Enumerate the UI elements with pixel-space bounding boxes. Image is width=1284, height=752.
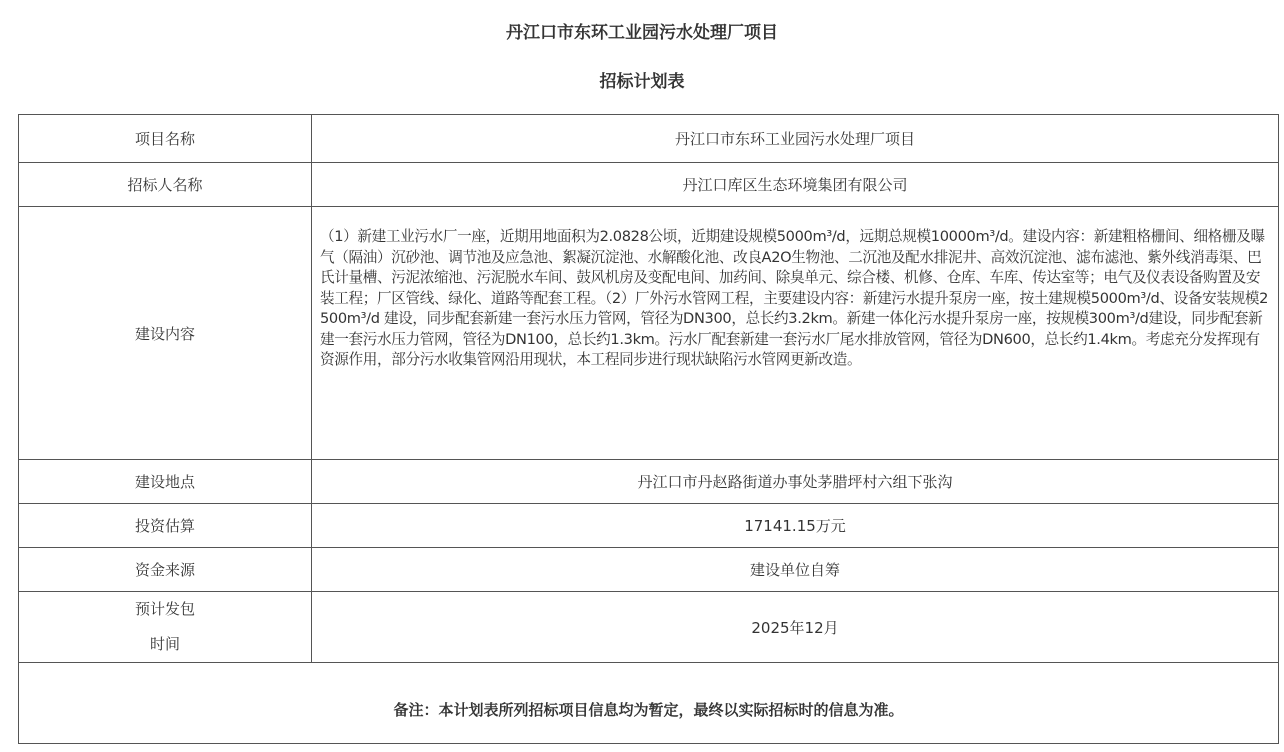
document-subtitle: 招标计划表 — [599, 72, 685, 92]
document-title: 丹江口市东环工业园污水处理厂项目 — [506, 23, 778, 43]
schedule-label — [19, 592, 312, 663]
tender-plan-table — [18, 114, 1279, 744]
remark-note: 备注：本计划表所列招标项目信息均为暂定，最终以实际招标时的信息为准。 — [19, 663, 1279, 744]
funding-value: 建设单位自筹 — [312, 548, 1279, 592]
table-row — [19, 592, 1279, 663]
investment-value: 17141.15万元 — [312, 504, 1279, 548]
schedule-label-line2: 时间 — [149, 635, 180, 653]
table-row — [19, 115, 1279, 163]
table-row — [19, 163, 1279, 207]
schedule-label-line1: 预计发包 — [134, 600, 195, 618]
table-row — [19, 548, 1279, 592]
project-name-value: 丹江口市东环工业园污水处理厂项目 — [312, 115, 1279, 163]
table-row — [19, 663, 1279, 744]
project-name-label: 项目名称 — [19, 115, 312, 163]
content-cell — [312, 207, 1279, 460]
table-row — [19, 504, 1279, 548]
location-label: 建设地点 — [19, 460, 312, 504]
table-row — [19, 207, 1279, 460]
investment-label: 投资估算 — [19, 504, 312, 548]
tenderer-value: 丹江口库区生态环境集团有限公司 — [312, 163, 1279, 207]
content-label: 建设内容 — [19, 207, 312, 460]
location-value: 丹江口市丹赵路街道办事处茅腊坪村六组下张沟 — [312, 460, 1279, 504]
tenderer-label: 招标人名称 — [19, 163, 312, 207]
table-row — [19, 460, 1279, 504]
funding-label: 资金来源 — [19, 548, 312, 592]
schedule-value: 2025年12月 — [312, 592, 1279, 663]
content-value: （1）新建工业污水厂一座，近期用地面积为2.0828公顷，近期建设规模5000m³/d，远期总规模10000m³/d。建设内容：新建粗格栅间、细格栅及曝气（隔油）沉砂池、调节池及应急池、絮凝沉淀池、水解酸化池、改良A2O生物池、二沉池及配水排泥井、高效沉淀池、滤布滤池、紫外线消毒渠、巴氏计量槽、污泥浓缩池、污泥脱水车间、鼓风机房及变配电间、加药间、除臭单元、综合楼、机修、仓库、车库、传达室等；电气及仪表设备购置及安装工程；厂区管线、绿化、道路等配套工程。（2）厂外污水管网工程，主要建设内容：新建污水提升泵房一座，按土建规模5000m³/d、设备安装规模2500m³/d 建设，同步配套新建一套污水压力管网，管径为DN300，总长约3.2km。新建一体化污水提升泵房一座，按规模300m³/d建设，同步配套新建一套污水压力管网，管径为DN100，总长约1.3km。污水厂配套新建一套污水厂尾水排放管网，管径为DN600，总长约1.4km。考虑充分发挥现有资源作用，部分污水收集管网沿用现状，本工程同步进行现状缺陷污水管网更新改造。 — [320, 228, 1269, 368]
